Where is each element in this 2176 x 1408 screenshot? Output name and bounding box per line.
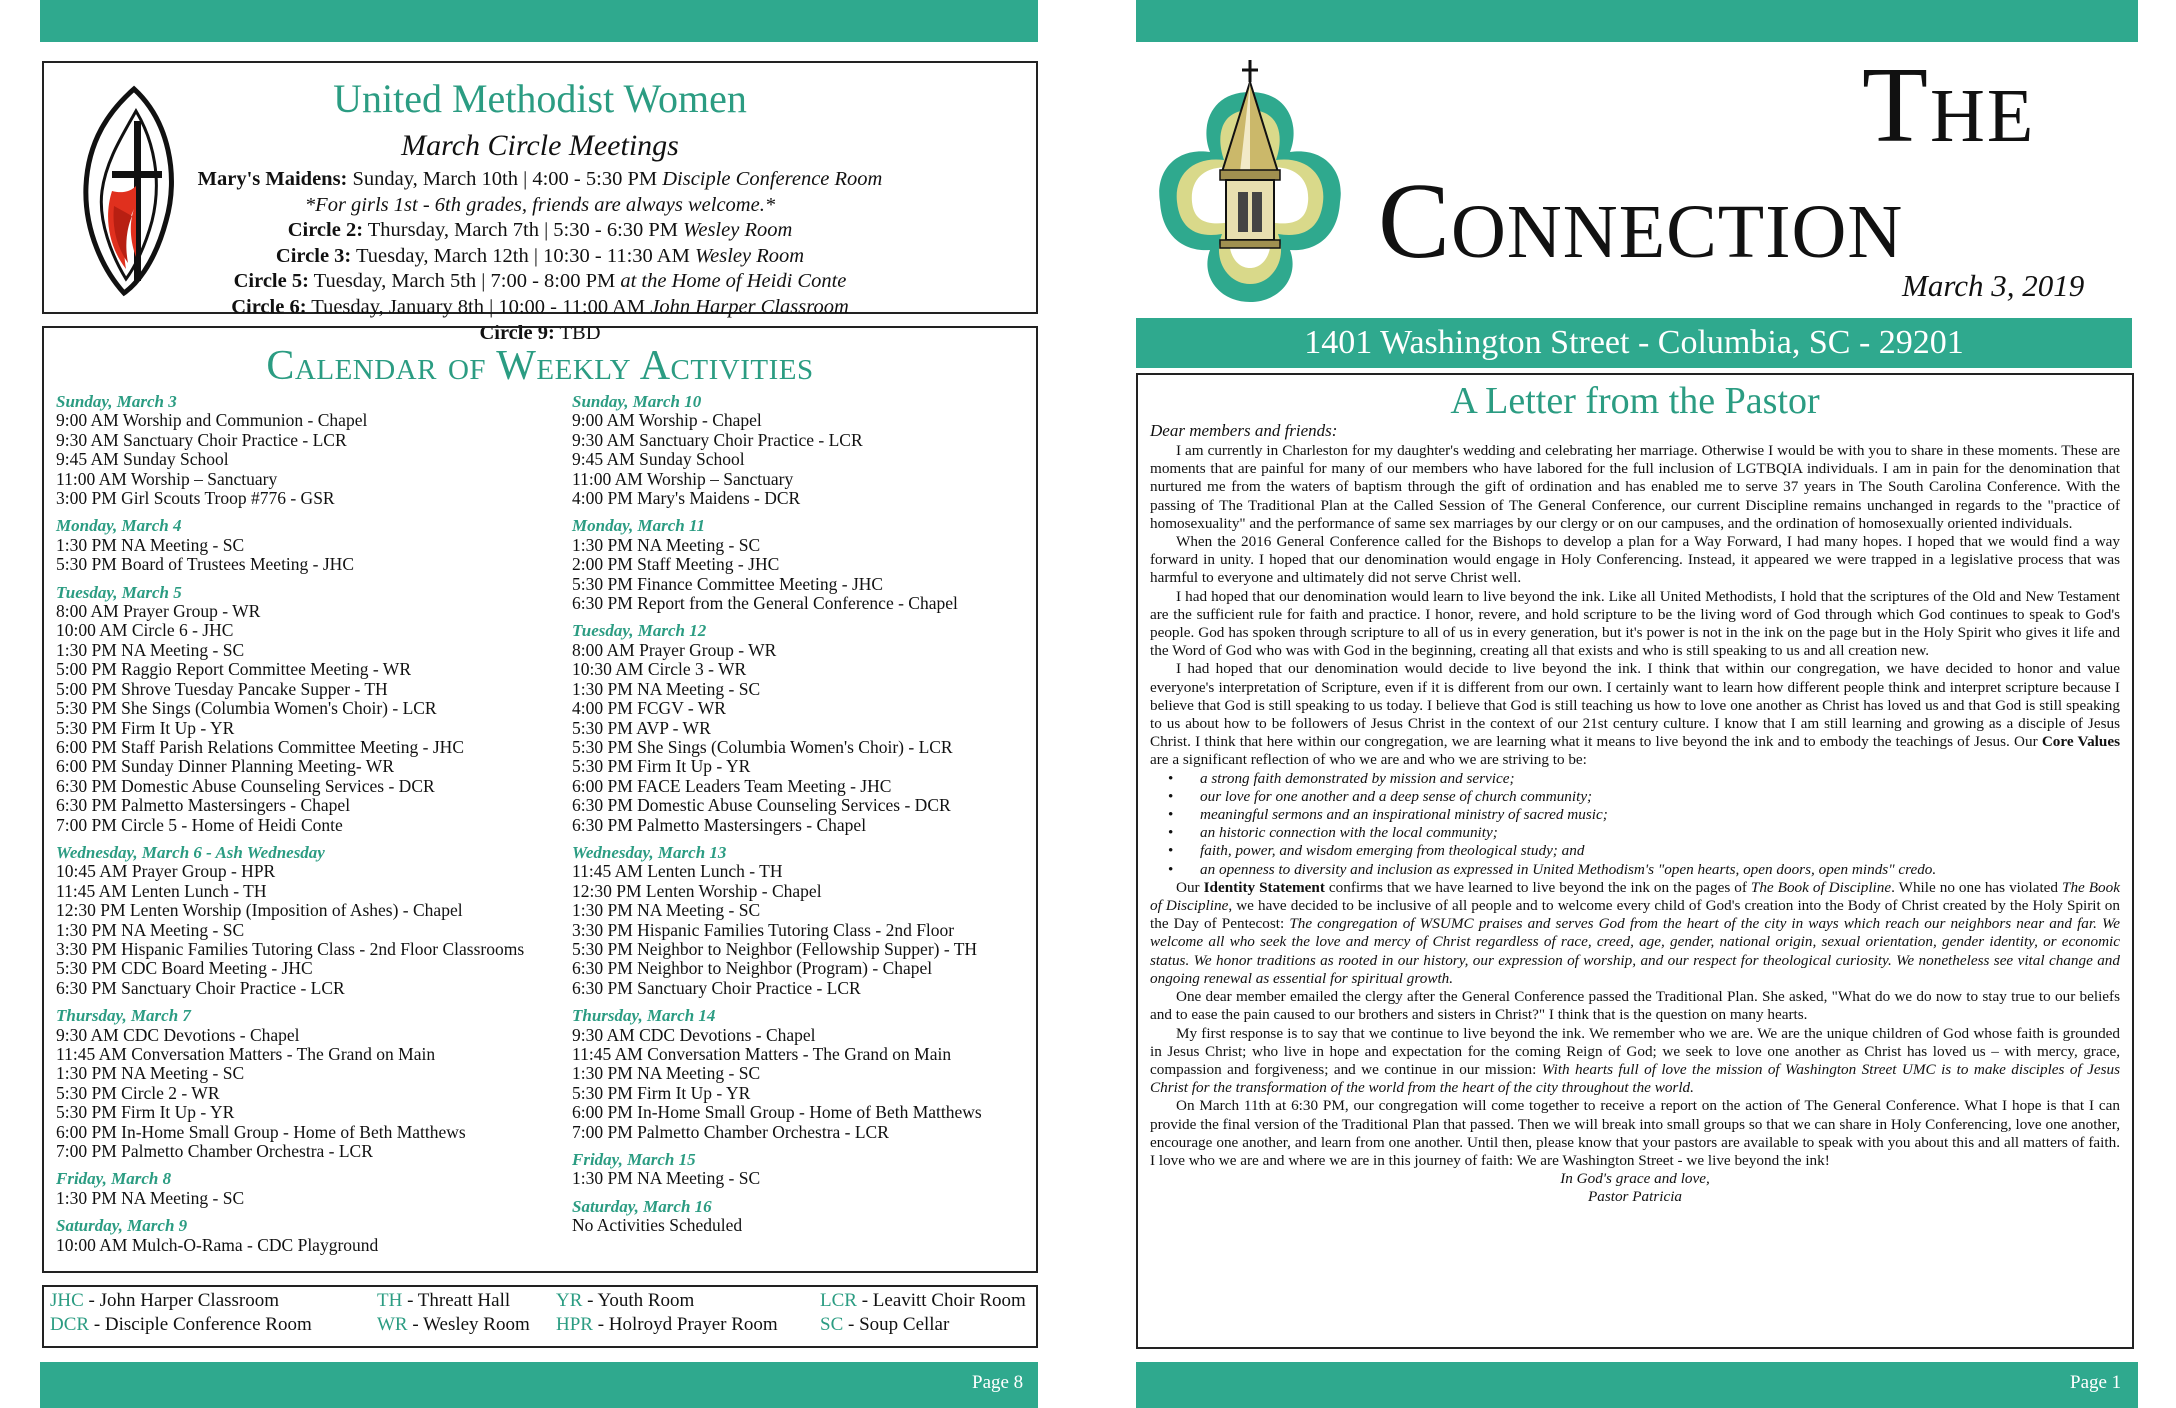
calendar-event: 11:45 AM Conversation Matters - The Grand on Main <box>56 1044 436 1064</box>
calendar-event: 6:30 PM Palmetto Mastersingers - Chapel <box>572 814 867 835</box>
signature: Pastor Patricia <box>1587 1188 1683 1206</box>
calendar-event: 1:30 PM NA Meeting - SC <box>572 900 761 921</box>
calendar-event: 11:45 AM Conversation Matters - The Grand on Main <box>572 1044 952 1064</box>
calendar-event: 10:00 AM Circle 6 - JHC <box>56 620 234 641</box>
calendar-day-heading: Friday, March 8 <box>56 1169 172 1189</box>
calendar-event: 1:30 PM NA Meeting - SC <box>572 1063 761 1084</box>
closing: In God's grace and love, <box>1560 1170 1710 1188</box>
day-gap <box>572 1189 1032 1197</box>
calendar-day-heading: Wednesday, March 6 - Ash Wednesday <box>56 842 325 862</box>
calendar-event: 12:30 PM Lenten Worship - Chapel <box>572 880 822 901</box>
calendar-event: 1:30 PM NA Meeting - SC <box>572 1168 761 1189</box>
day-gap <box>56 575 576 583</box>
umw-meeting-list <box>44 167 1036 346</box>
calendar-event: 1:30 PM NA Meeting - SC <box>572 678 761 699</box>
legend-item: WR - Wesley Room <box>377 1314 530 1335</box>
calendar-event: 3:00 PM Girl Scouts Troop #776 - GSR <box>56 488 335 509</box>
letter-body <box>1150 420 2120 1207</box>
top-bar-left <box>40 0 1038 42</box>
calendar-event: 6:30 PM Domestic Abuse Counseling Services - DCR <box>56 775 435 796</box>
calendar-event: 11:00 AM Worship – Sanctuary <box>56 468 278 489</box>
calendar-event: 10:00 AM Mulch-O-Rama - CDC Playground <box>56 1234 379 1255</box>
page-number-left: Page 8 <box>972 1372 1024 1393</box>
day-gap <box>572 613 1032 621</box>
legend-item: SC - Soup Cellar <box>820 1314 950 1335</box>
calendar-event: 5:30 PM Firm It Up - YR <box>56 1102 235 1123</box>
core-value-item: • our love for one another and a deep sense of church community; <box>1200 788 2120 806</box>
calendar-event: 6:30 PM Neighbor to Neighbor (Program) - Chapel <box>572 958 933 979</box>
calendar-event: 9:45 AM Sunday School <box>56 449 229 470</box>
calendar-event: 1:30 PM NA Meeting - SC <box>56 919 245 940</box>
day-gap <box>56 508 576 516</box>
day-gap <box>56 1161 576 1169</box>
calendar-event: 3:30 PM Hispanic Families Tutoring Class - 2nd Floor <box>572 919 955 940</box>
calendar-event: 5:30 PM Finance Committee Meeting - JHC <box>572 573 884 594</box>
core-value-item: • an openness to diversity and inclusion as expressed in United Methodism's "open hearts, open doors, open minds" credo. <box>1200 861 2120 879</box>
day-gap <box>56 1208 576 1216</box>
umw-line: Circle 3: Tuesday, March 12th | 10:30 - 11:30 AM Wesley Room <box>275 244 805 267</box>
calendar-day-heading: Saturday, March 9 <box>56 1216 188 1236</box>
calendar-event: 5:30 PM Firm It Up - YR <box>572 1082 751 1103</box>
steeple-logo <box>1150 52 1350 312</box>
calendar-event: 9:30 AM Sanctuary Choir Practice - LCR <box>56 429 347 450</box>
calendar-event: 9:30 AM CDC Devotions - Chapel <box>572 1024 816 1045</box>
day-gap <box>572 1142 1032 1150</box>
umw-line: Mary's Maidens: Sunday, March 10th | 4:00 - 5:30 PM Disciple Conference Room <box>197 168 883 190</box>
calendar-event: 5:00 PM Shrove Tuesday Pancake Supper - TH <box>56 678 388 699</box>
calendar-event: 10:45 AM Prayer Group - HPR <box>56 861 276 882</box>
calendar-event: 8:00 AM Prayer Group - WR <box>572 639 777 660</box>
calendar-event: 4:00 PM FCGV - WR <box>572 698 726 719</box>
core-value-item: • a strong faith demonstrated by mission and service; <box>1200 770 2120 788</box>
calendar-event: 9:30 AM Sanctuary Choir Practice - LCR <box>572 429 863 450</box>
legend-item: DCR - Disciple Conference Room <box>50 1314 312 1335</box>
calendar-event: 11:45 AM Lenten Lunch - TH <box>572 861 783 882</box>
calendar-event: 5:30 PM Neighbor to Neighbor (Fellowship Supper) - TH <box>572 938 978 959</box>
calendar-event: 1:30 PM NA Meeting - SC <box>572 534 761 555</box>
umw-line: Circle 9: TBD <box>479 321 601 344</box>
calendar-event: 6:30 PM Sanctuary Choir Practice - LCR <box>572 977 861 998</box>
calendar-day-heading: Sunday, March 10 <box>572 392 702 411</box>
umw-line: *For girls 1st - 6th grades, friends are always welcome.* <box>304 193 776 216</box>
calendar-event: 5:30 PM She Sings (Columbia Women's Choir) - LCR <box>572 736 953 757</box>
core-value-item: • an historic connection with the local community; <box>1200 824 2120 842</box>
calendar-day-heading: Friday, March 15 <box>572 1150 696 1170</box>
page-number-right: Page 1 <box>2070 1372 2122 1393</box>
legend-item: HPR - Holroyd Prayer Room <box>556 1314 778 1335</box>
calendar-right-column <box>572 392 1032 1236</box>
pastor-letter-box <box>1136 373 2134 1349</box>
calendar-event: 6:00 PM In-Home Small Group - Home of Beth Matthews <box>572 1102 982 1123</box>
calendar-day-heading: Tuesday, March 5 <box>56 582 182 602</box>
calendar-event: 6:00 PM Staff Parish Relations Committee Meeting - JHC <box>56 736 464 757</box>
calendar-event: 1:30 PM NA Meeting - SC <box>56 534 245 555</box>
calendar-event: 6:00 PM FACE Leaders Team Meeting - JHC <box>572 775 892 796</box>
umw-line: Circle 2: Thursday, March 7th | 5:30 - 6:30 PM Wesley Room <box>287 219 793 242</box>
bottom-bar-left <box>40 1362 1038 1408</box>
calendar-day-heading: Wednesday, March 13 <box>572 842 727 862</box>
calendar-event: 4:00 PM Mary's Maidens - DCR <box>572 488 801 509</box>
calendar-event: 6:30 PM Sanctuary Choir Practice - LCR <box>56 977 345 998</box>
calendar-event: 5:30 PM Board of Trustees Meeting - JHC <box>56 554 354 575</box>
calendar-event: 3:30 PM Hispanic Families Tutoring Class - 2nd Floor Classrooms <box>56 938 525 959</box>
address-banner: 1401 Washington Street - Columbia, SC - 29201 <box>1136 318 2132 368</box>
calendar-event: 6:30 PM Report from the General Conference - Chapel <box>572 593 958 614</box>
core-value-item: • faith, power, and wisdom emerging from theological study; and <box>1200 842 2120 860</box>
masthead-connection: Connection <box>1378 162 1904 281</box>
calendar-event: 5:30 PM CDC Board Meeting - JHC <box>56 958 313 979</box>
calendar-event: 5:30 PM Firm It Up - YR <box>56 717 235 738</box>
core-value-item: • meaningful sermons and an inspirational ministry of sacred music; <box>1200 806 2120 824</box>
umw-subtitle: March Circle Meetings <box>401 129 679 162</box>
calendar-day-heading: Sunday, March 3 <box>56 392 177 411</box>
calendar-event: 1:30 PM NA Meeting - SC <box>56 639 245 660</box>
letter-paragraph: I had hoped that our denomination would learn to live beyond the ink. Like all United Methodists, I hold that the scriptures of the Old and New Testament are the sufficient rule for faith and practice. I honor, revere, and hold scripture to be the living word of God through which God continues to speak to God's people. God has spoken through scripture to all of us in every generation, but it's power is not in the ink on the page but in the Holy Spirit who gives it life and the Word of God who was with God in the beginning, creating all that exists and who is still speaking to us and all creation new. <box>1150 587 2120 660</box>
day-gap <box>572 508 1032 516</box>
calendar-event: 6:30 PM Domestic Abuse Counseling Services - DCR <box>572 795 951 816</box>
calendar-event: 12:30 PM Lenten Worship (Imposition of Ashes) - Chapel <box>56 900 463 921</box>
calendar-event: 5:30 PM She Sings (Columbia Women's Choir) - LCR <box>56 698 437 719</box>
calendar-event: 2:00 PM Staff Meeting - JHC <box>572 554 780 575</box>
calendar-event: 11:00 AM Worship – Sanctuary <box>572 468 794 489</box>
letter-paragraph: My first response is to say that we continue to live beyond the ink. We remember who we are. We are the unique children of God whose faith is grounded in Jesus Christ; who live in hope and expectation for the coming Reign of God; we seek to love one another as Christ has loved us – with mercy, grace, compassion and forgiveness; and we continue in our mission: With hearts full of love the mission of Washington Street UMC is to make disciples of Jesus Christ for the transformation of the world from the heart of the city throughout the world. <box>1150 1024 2120 1097</box>
calendar-event: 6:00 PM Sunday Dinner Planning Meeting- WR <box>56 756 394 777</box>
letter-paragraph: When the 2016 General Conference called for the Bishops to develop a plan for a Way Forward, I had many hopes. I hoped that we would find a way forward in unity. I hoped that our denomination would engage in Holy Conferencing. Instead, it appeared we were trapped in a legislative process that was harmful to everyone and ultimately did not serve Christ well. <box>1150 533 2120 587</box>
umw-line: Circle 5: Tuesday, March 5th | 7:00 - 8:00 PM at the Home of Heidi Conte <box>233 270 847 293</box>
day-gap <box>56 835 576 843</box>
calendar-day-heading: Thursday, March 7 <box>56 1006 191 1026</box>
legend-box <box>42 1285 1038 1348</box>
day-gap <box>572 998 1032 1006</box>
calendar-day-heading: Monday, March 11 <box>572 516 706 536</box>
calendar-event: 5:30 PM AVP - WR <box>572 717 711 738</box>
letter-paragraph: Our Identity Statement confirms that we have learned to live beyond the ink on the pages of The Book of Discipline. While no one has violated The Book of Discipline, we have decided to be inclusive of all people and to welcome every child of God's creation into the Body of Christ created by the Holy Spirit on the Day of Pentecost: The congregation of WSUMC praises and serves God from the heart of the city in ways which reach our neighbors near and far. We welcome all who seek the love and mercy of Christ regardless of race, creed, age, gender, national origin, sexual orientation, gender identity, or economic status. We honor traditions as rooted in our history, our expression of worship, and our respect for theological curiosity. We nonetheless see vital change and ongoing renewal as essential for spiritual growth. <box>1150 878 2121 987</box>
letter-title: A Letter from the Pastor <box>1450 380 1820 422</box>
calendar-event: 7:00 PM Palmetto Chamber Orchestra - LCR <box>56 1141 373 1162</box>
umw-line: Circle 6: Tuesday, January 8th | 10:00 - 11:00 AM John Harper Classroom <box>231 295 849 318</box>
calendar-event: 11:45 AM Lenten Lunch - TH <box>56 880 267 901</box>
legend-item: TH - Threatt Hall <box>377 1290 511 1311</box>
calendar-event: 6:30 PM Palmetto Mastersingers - Chapel <box>56 795 351 816</box>
salutation: Dear members and friends: <box>1150 421 1338 440</box>
legend-item: LCR - Leavitt Choir Room <box>820 1290 1026 1311</box>
bottom-bar-right <box>1136 1362 2138 1408</box>
calendar-event: 10:30 AM Circle 3 - WR <box>572 659 747 680</box>
calendar-event: 5:30 PM Circle 2 - WR <box>56 1082 220 1103</box>
calendar-event: 9:30 AM CDC Devotions - Chapel <box>56 1024 300 1045</box>
masthead-the: The <box>1862 46 2036 165</box>
calendar-event: No Activities Scheduled <box>572 1215 743 1236</box>
letter-paragraph: I am currently in Charleston for my daughter's wedding and celebrating her marriage. Otherwise I would be with you to share in these moments. These are moments that are painful for many of our members who have labored for the full inclusion of LGTBQIA individuals. I am in pain for the denomination that nurtured me from the waters of baptism through the gift of ordination and has enabled me to serve 37 years in The South Carolina Conference. With the passing of The Traditional Plan at the Called Session of The General Conference, our current Discipline remains unchanged in regards to the "practice of homosexuality" and the performance of same sex marriages by our clergy or on our campuses, and the ordination of homosexually oriented individuals. <box>1150 442 2120 532</box>
top-bar-right <box>1136 0 2138 42</box>
calendar-event: 7:00 PM Circle 5 - Home of Heidi Conte <box>56 814 343 835</box>
core-values-list <box>1150 770 2120 879</box>
calendar-event: 5:00 PM Raggio Report Committee Meeting - WR <box>56 659 411 680</box>
calendar-event: 5:30 PM Firm It Up - YR <box>572 756 751 777</box>
calendar-event: 8:00 AM Prayer Group - WR <box>56 601 261 622</box>
calendar-event: 1:30 PM NA Meeting - SC <box>56 1187 245 1208</box>
legend-item: JHC - John Harper Classroom <box>50 1290 280 1311</box>
letter-paragraph: I had hoped that our denomination would decide to live beyond the ink. I think that within our congregation, we have decided to honor and value everyone's interpretation of Scripture, even if it is different from our own. I certainly want to learn how different people think and interpret scripture because I believe that God is still speaking to us today. I believe that God is still teaching us how to love one another as Christ has loved us and that God is still speaking to us about how to be followers of Jesus Christ in the context of our 21st century culture. I know that I am still learning and growing as a disciple of Jesus Christ. I think that here within our congregation, we are learning what it means to live beyond the ink and to embody the teachings of Jesus. Our Core Values are a significant reflection of who we are and who we are striving to be: <box>1150 660 2120 769</box>
letter-paragraph: One dear member emailed the clergy after the General Conference passed the Traditional Plan. She asked, "What do we do now to stay true to our beliefs and to ease the pain caused to our brothers and sisters in Christ?" I think that is the question on many hearts. <box>1150 988 2120 1024</box>
calendar-left-column <box>56 392 576 1255</box>
calendar-event: 9:45 AM Sunday School <box>572 449 745 470</box>
umw-box <box>42 61 1038 344</box>
calendar-title: Calendar of Weekly Activities <box>266 343 814 389</box>
calendar-event: 7:00 PM Palmetto Chamber Orchestra - LCR <box>572 1121 889 1142</box>
calendar-day-heading: Monday, March 4 <box>56 516 182 536</box>
letter-paragraph: On March 11th at 6:30 PM, our congregation will come together to receive a report on the action of The General Conference. What I hope is that I can provide the final version of the Traditional Plan that passed. Then we will break into small groups so that we can share in Holy Conferencing, love one another, encourage one another, and learn from one another. Until then, please know that your pastors are available to speak with you about this and all matters of faith. I love who we are and where we are in this journey of faith: We are Washington Street - we live beyond the ink! <box>1150 1097 2120 1169</box>
calendar-day-heading: Thursday, March 14 <box>572 1006 716 1026</box>
calendar-event: 1:30 PM NA Meeting - SC <box>56 1063 245 1084</box>
calendar-event: 6:00 PM In-Home Small Group - Home of Beth Matthews <box>56 1121 466 1142</box>
calendar-event: 9:00 AM Worship and Communion - Chapel <box>56 410 368 431</box>
calendar-day-heading: Saturday, March 16 <box>572 1196 712 1216</box>
calendar-box <box>42 326 1038 1273</box>
day-gap <box>572 835 1032 843</box>
issue-date: March 3, 2019 <box>1902 268 2085 303</box>
calendar-day-heading: Tuesday, March 12 <box>572 621 707 641</box>
calendar-event: 9:00 AM Worship - Chapel <box>572 410 762 431</box>
umw-title: United Methodist Women <box>333 76 747 121</box>
day-gap <box>56 998 576 1006</box>
legend-item: YR - Youth Room <box>556 1290 695 1311</box>
